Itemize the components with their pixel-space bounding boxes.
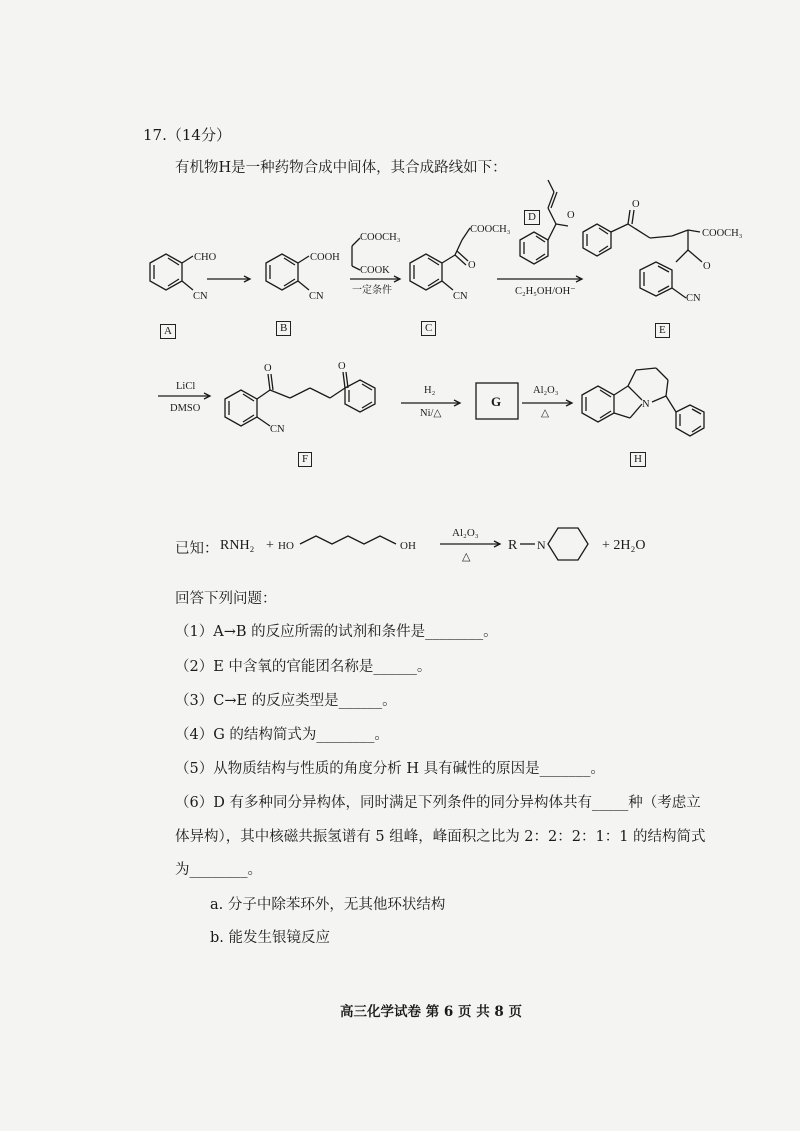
question-number: 17.（14分） — [143, 126, 231, 144]
question-item-4: （4）G 的结构简式为________。 — [175, 727, 389, 743]
question-item-1: （1）A→B 的反应所需的试剂和条件是________。 — [175, 624, 498, 640]
label-o-c: O — [468, 260, 476, 271]
known-r: R — [508, 538, 518, 553]
label-cn-a: CN — [193, 291, 208, 302]
known-plus-water: + 2H₂O — [602, 538, 646, 553]
condition-c-e: C₂H₅OH/OH⁻ — [515, 286, 576, 297]
known-rnh2: RNH₂ — [220, 538, 255, 553]
question-intro: 有机物H是一种药物合成中间体，其合成路线如下： — [175, 160, 507, 176]
label-cn-f: CN — [270, 424, 285, 435]
condition-e-f-bottom: DMSO — [170, 403, 201, 414]
known-plus1: + — [266, 538, 274, 553]
label-n-h: N — [642, 399, 650, 410]
label-cho: CHO — [194, 252, 217, 263]
condition-b-c: 一定条件 — [352, 285, 392, 296]
label-cn-b: CN — [309, 291, 324, 302]
label-cn-e: CN — [686, 293, 701, 304]
molecule-c — [410, 228, 470, 290]
question-item-3: （3）C→E 的反应类型是______。 — [175, 693, 397, 709]
known-n: N — [537, 538, 546, 552]
compound-f-label: F — [298, 452, 312, 467]
known-delta: △ — [462, 551, 471, 563]
compound-h-label: H — [630, 452, 646, 467]
condition-g-h-top: Al₂O₃ — [533, 385, 559, 396]
condition-b: b. 能发生银镜反应 — [210, 930, 330, 946]
compound-c-label: C — [421, 321, 436, 336]
molecule-e — [583, 210, 702, 298]
label-o-e2: O — [703, 261, 711, 272]
question-item-5: （5）从物质结构与性质的角度分析 H 具有碱性的原因是_______。 — [175, 761, 605, 777]
question-item-6-line1: （6）D 有多种同分异构体，同时满足下列条件的同分异构体共有_____种（考虑立 — [175, 795, 701, 811]
condition-a: a. 分子中除苯环外，无其他环状结构 — [210, 897, 446, 913]
question-item-6-line3: 为________。 — [175, 862, 262, 878]
molecule-f — [225, 372, 375, 426]
label-o-f1: O — [264, 363, 272, 374]
compound-d-label: D — [524, 210, 540, 225]
compound-a-label: A — [160, 324, 176, 339]
condition-f-g-top: H₂ — [424, 385, 436, 396]
molecule-b — [266, 254, 309, 290]
condition-g-h-bottom: △ — [541, 408, 550, 419]
molecule-a — [150, 254, 193, 290]
page-footer: 高三化学试卷 第 6 页 共 8 页 — [340, 1004, 522, 1020]
known-oh: OH — [400, 540, 416, 552]
reagent-cooch3: COOCH₃ — [360, 232, 401, 243]
reagent-cook: COOK — [360, 265, 390, 276]
condition-f-g-bottom: Ni/△ — [420, 408, 442, 419]
label-cooh: COOH — [310, 252, 340, 263]
label-o-e1: O — [632, 199, 640, 210]
label-o-d: O — [567, 210, 575, 221]
known-ho: HO — [278, 540, 294, 552]
question-item-6-line2: 体异构），其中核磁共振氢谱有 5 组峰，峰面积之比为 2：2：2：1：1 的结构简式 — [175, 829, 706, 845]
known-prefix: 已知： — [175, 541, 219, 557]
compound-b-label: B — [276, 321, 291, 336]
label-o-f2: O — [338, 361, 346, 372]
compound-g-label: G — [491, 394, 502, 409]
known-al2o3: Al₂O₃ — [452, 527, 479, 539]
condition-e-f-top: LiCl — [176, 381, 196, 392]
label-cooch3-e: COOCH₃ — [702, 228, 743, 239]
label-cn-c: CN — [453, 291, 468, 302]
label-cooch3-c: COOCH₃ — [470, 224, 511, 235]
piperidine-ring — [548, 528, 588, 560]
question-item-2: （2）E 中含氧的官能团名称是______。 — [175, 659, 432, 675]
answer-intro: 回答下列问题： — [175, 591, 277, 607]
compound-e-label: E — [655, 323, 670, 338]
diol-chain — [300, 536, 396, 544]
